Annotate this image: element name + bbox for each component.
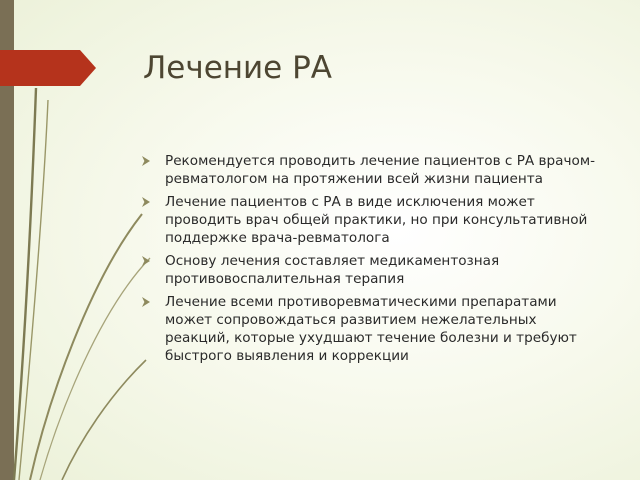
arrow-bullet-icon bbox=[142, 297, 150, 307]
bullet-item bbox=[142, 193, 602, 247]
arrow-bullet-icon bbox=[142, 197, 150, 207]
bullet-item bbox=[142, 252, 602, 288]
bullet-text: Рекомендуется проводить лечение пациентов с РА врачом-ревматологом на протяжении всей жизни пациента bbox=[165, 153, 596, 187]
bullet-text: Лечение пациентов с РА в виде исключения может проводить врач общей практики, но при консультативной поддержке врача-ревматолога bbox=[165, 194, 588, 246]
bullet-list bbox=[142, 152, 602, 370]
bullet-item bbox=[142, 152, 602, 188]
arrow-bullet-icon bbox=[142, 156, 150, 166]
bullet-text: Основу лечения составляет медикаментозная противовоспалительная терапия bbox=[165, 253, 500, 287]
arrow-bullet-icon bbox=[142, 256, 150, 266]
bullet-text: Лечение всеми противоревматическими препаратами может сопровождаться развитием нежелательных реакций, которые ухудшают течение болезни и требуют быстрого выявления и коррекции bbox=[165, 294, 577, 364]
title-arrow-shape bbox=[0, 50, 96, 86]
bullet-item bbox=[142, 293, 602, 365]
slide-title: Лечение РА bbox=[143, 50, 333, 86]
